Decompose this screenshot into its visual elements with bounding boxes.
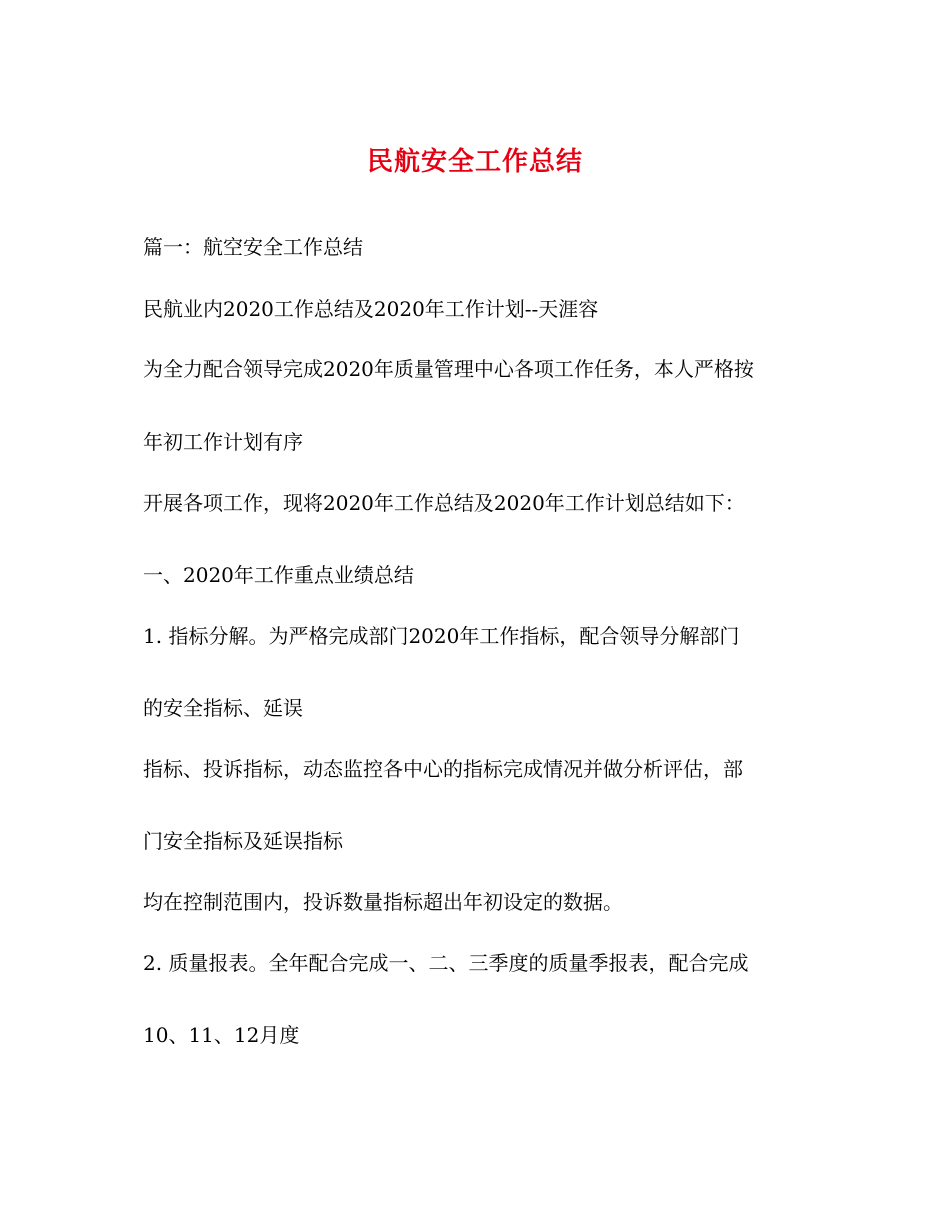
- text-line: 的安全指标、延误: [143, 696, 303, 720]
- text-line: 2. 质量报表。全年配合完成一、二、三季度的质量季报表，配合完成: [143, 951, 749, 975]
- text-line: 均在控制范围内，投诉数量指标超出年初设定的数据。: [143, 890, 623, 914]
- text-line: 篇一：航空安全工作总结: [143, 235, 363, 259]
- text-line: 年初工作计划有序: [143, 430, 303, 454]
- text-line: 指标、投诉指标，动态监控各中心的指标完成情况并做分析评估，部: [143, 757, 743, 781]
- text-line: 门安全指标及延误指标: [143, 829, 343, 853]
- text-line: 一、2020年工作重点业绩总结: [143, 563, 414, 587]
- text-line: 民航业内2020工作总结及2020年工作计划--天涯容: [143, 297, 599, 321]
- text-line: 1. 指标分解。为严格完成部门2020年工作指标，配合领导分解部门: [143, 624, 740, 648]
- text-line: 为全力配合领导完成2020年质量管理中心各项工作任务，本人严格按: [143, 357, 754, 381]
- text-line: 10、11、12月度: [143, 1023, 300, 1047]
- document-title: 民航安全工作总结: [366, 147, 583, 177]
- text-line: 开展各项工作，现将2020年工作总结及2020年工作计划总结如下：: [143, 491, 745, 515]
